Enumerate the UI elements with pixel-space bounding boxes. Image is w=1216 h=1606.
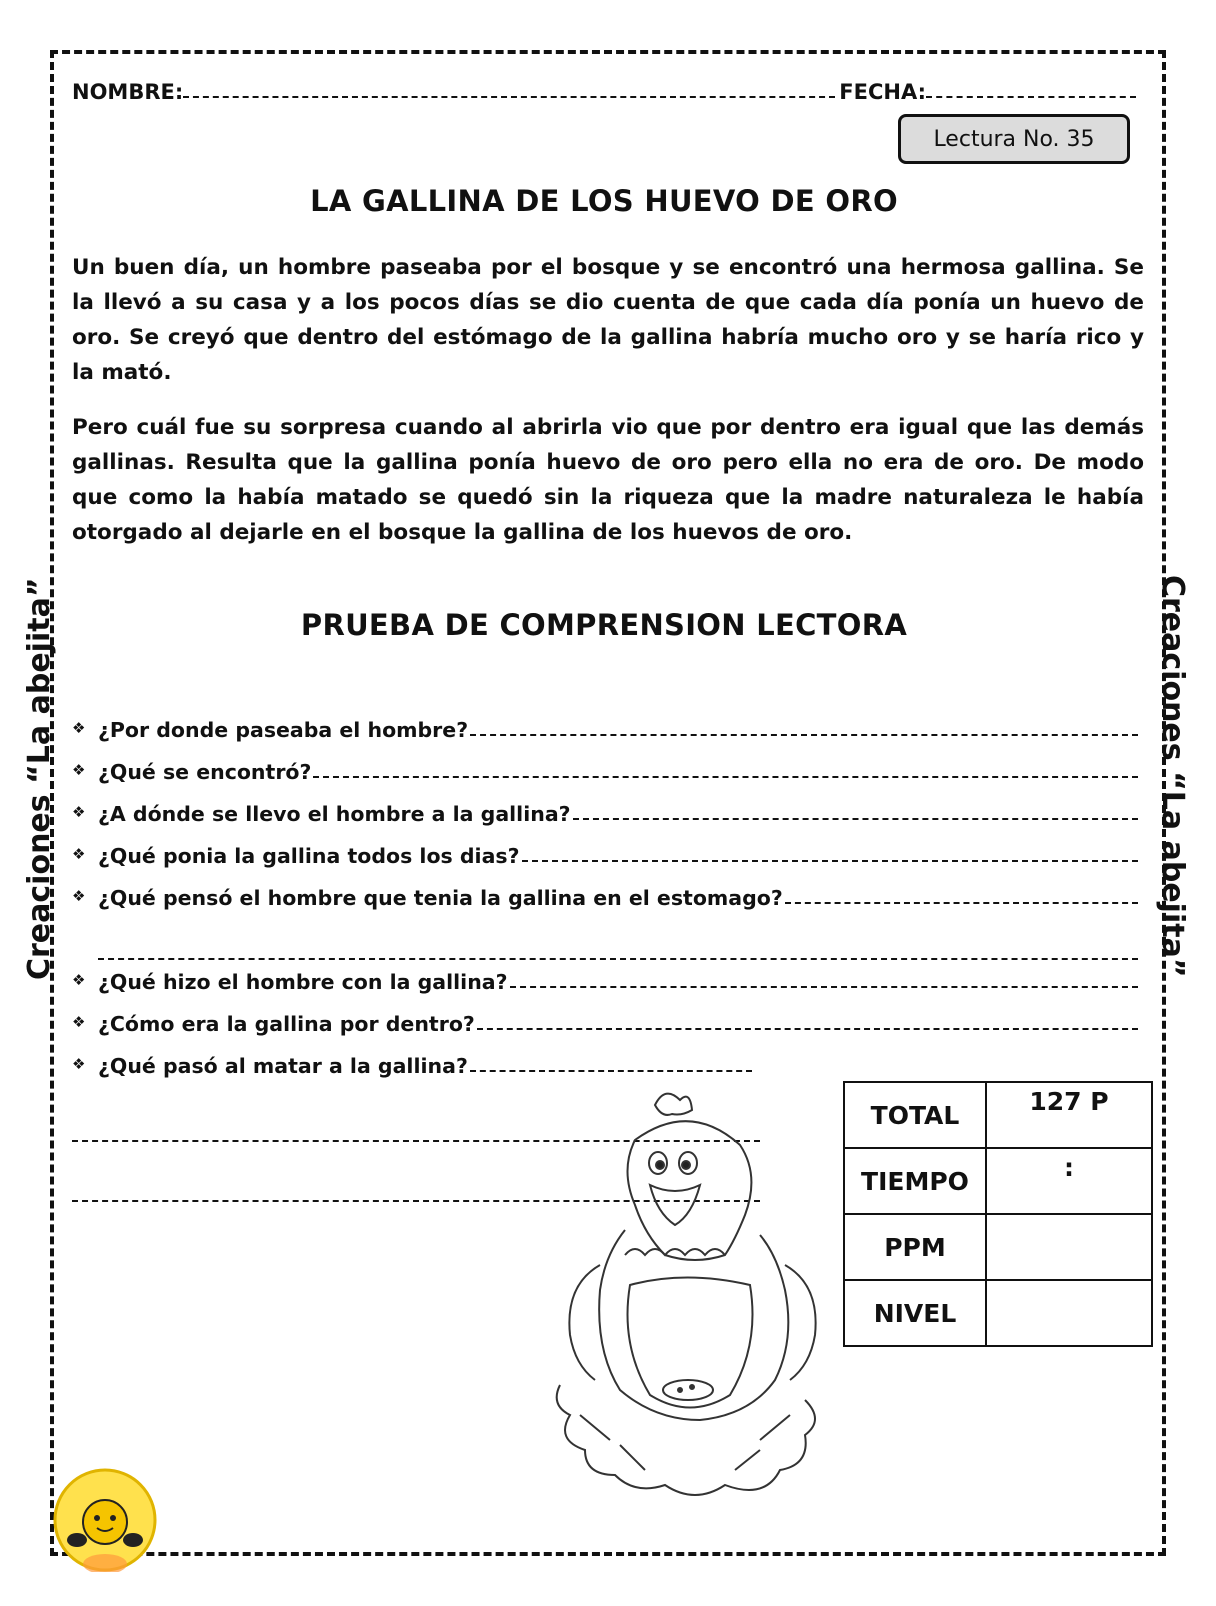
diamond-bullet-icon: ❖ — [72, 719, 86, 737]
question-text: ¿A dónde se llevo el hombre a la gallina? — [98, 802, 571, 826]
lectura-label: Lectura No. 35 — [933, 126, 1095, 152]
question-text: ¿Qué hizo el hombre con la gallina? — [98, 970, 508, 994]
lectura-number-badge — [898, 114, 1130, 164]
diamond-bullet-icon: ❖ — [72, 1055, 86, 1073]
answer-line[interactable] — [477, 1028, 1138, 1030]
question-8 — [72, 1048, 752, 1078]
diamond-bullet-icon: ❖ — [72, 971, 86, 989]
question-text: ¿Qué ponia la gallina todos los dias? — [98, 844, 520, 868]
score-value[interactable] — [986, 1214, 1152, 1280]
name-field[interactable] — [183, 92, 835, 98]
story-paragraph-1: Un buen día, un hombre paseaba por el bosque y se encontró una hermosa gallina. Se la llevó a su casa y a los pocos días se dio cuenta de que cada día ponía un huevo de oro. Se creyó que dentro del estómago de la gallina habría mucho oro y se haría rico y la mató. — [72, 255, 1144, 385]
header-row — [72, 72, 1136, 104]
creaciones-logo — [45, 1462, 165, 1572]
score-label: NIVEL — [844, 1280, 986, 1346]
answer-line[interactable] — [470, 734, 1138, 736]
answer-line[interactable] — [313, 776, 1138, 778]
diamond-bullet-icon: ❖ — [72, 845, 86, 863]
question-text: ¿Por donde paseaba el hombre? — [98, 718, 469, 742]
question-text: ¿Qué se encontró? — [98, 760, 312, 784]
answer-line[interactable] — [522, 860, 1138, 862]
diamond-bullet-icon: ❖ — [72, 1013, 86, 1031]
date-field[interactable] — [926, 92, 1136, 98]
answer-line[interactable] — [510, 986, 1138, 988]
side-credit-left: Creaciones “La abejita” — [22, 577, 57, 980]
answer-line-extra[interactable] — [98, 958, 1138, 960]
diamond-bullet-icon: ❖ — [72, 803, 86, 821]
question-4 — [72, 838, 1138, 868]
question-text: ¿Cómo era la gallina por dentro? — [98, 1012, 475, 1036]
side-credit-right: Creaciones “La abejita” — [1155, 575, 1190, 978]
score-value[interactable]: 127 P — [986, 1082, 1152, 1148]
question-1 — [72, 712, 1138, 742]
answer-line[interactable] — [470, 1070, 752, 1072]
score-value[interactable] — [986, 1280, 1152, 1346]
hen-illustration — [540, 1085, 840, 1505]
score-value[interactable]: : — [986, 1148, 1152, 1214]
question-text: ¿Qué pensó el hombre que tenia la gallina en el estomago? — [98, 886, 783, 910]
bee-logo-icon — [45, 1462, 165, 1572]
question-6 — [72, 964, 1138, 994]
answer-line[interactable] — [573, 818, 1138, 820]
score-row-tiempo — [844, 1148, 1152, 1214]
score-row-total — [844, 1082, 1152, 1148]
story-paragraph-2: Pero cuál fue su sorpresa cuando al abrirla vio que por dentro era igual que las demás gallinas. Resulta que la gallina ponía huevo de oro pero ella no era de oro. De modo que como la había matado se quedó sin la riqueza que la madre naturaleza le había otorgado al dejarle en el bosque la gallina de los huevos de oro. — [72, 415, 1144, 545]
name-label: NOMBRE: — [72, 80, 184, 104]
score-row-nivel — [844, 1280, 1152, 1346]
question-text: ¿Qué pasó al matar a la gallina? — [98, 1054, 468, 1078]
question-2 — [72, 754, 1138, 784]
score-label: TIEMPO — [844, 1148, 986, 1214]
score-label: PPM — [844, 1214, 986, 1280]
date-label: FECHA: — [839, 80, 926, 104]
test-title: PRUEBA DE COMPRENSION LECTORA — [300, 608, 908, 642]
question-7 — [72, 1006, 1138, 1036]
question-3 — [72, 796, 1138, 826]
diamond-bullet-icon: ❖ — [72, 887, 86, 905]
question-5 — [72, 880, 1138, 910]
diamond-bullet-icon: ❖ — [72, 761, 86, 779]
story-title: LA GALLINA DE LOS HUEVO DE ORO — [310, 184, 898, 218]
score-table — [843, 1081, 1153, 1347]
answer-line[interactable] — [785, 902, 1138, 904]
score-row-ppm — [844, 1214, 1152, 1280]
score-label: TOTAL — [844, 1082, 986, 1148]
